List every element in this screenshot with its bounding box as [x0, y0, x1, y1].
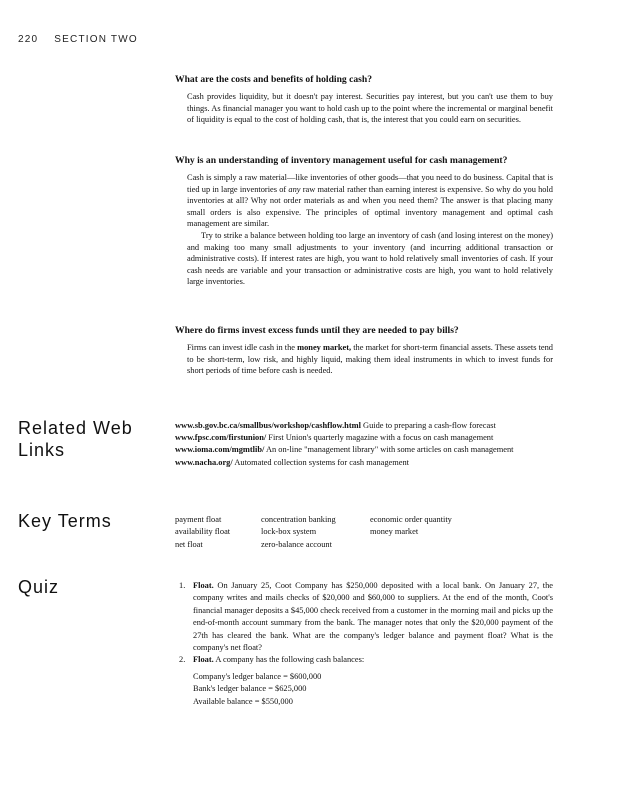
related-links-list	[175, 420, 553, 469]
key-term: zero-balance account	[261, 539, 332, 549]
key-term: availability float	[175, 527, 231, 537]
balance-line: Company's ledger balance = $600,000	[193, 671, 322, 681]
quiz-number: 1.	[179, 581, 186, 590]
quiz-keyword: Float.	[193, 655, 214, 665]
question-heading: Why is an understanding of inventory management useful for cash management?	[175, 155, 508, 166]
answer-text: Cash is simply a raw material—like inventories of other goods—that you need to do business. Capital that is tied up in large inventories of	[187, 173, 553, 194]
answer-text: Firms can invest idle cash in the	[187, 343, 298, 352]
qa-block-holding-cash	[175, 74, 553, 126]
answer-text: raw material rather than earning interest is expensive. So why do you hold inventories at all? Why not order materials as and when you need them? The answer is that placing many small orders is also expensive. The principles of optimal inventory management and optimal cash management are similar.	[187, 184, 553, 229]
quiz-item	[175, 654, 553, 666]
key-term: lock-box system	[261, 527, 317, 537]
section-title: SECTION TWO	[54, 34, 138, 45]
question-heading: What are the costs and benefits of holding cash?	[175, 74, 373, 85]
bold-term: money market,	[297, 343, 352, 352]
terms-column	[261, 514, 336, 551]
quiz-item	[175, 580, 553, 654]
key-term: money market	[370, 527, 419, 537]
quiz-list	[175, 580, 553, 708]
balance-line: Bank's ledger balance = $625,000	[193, 684, 307, 694]
qa-block-inventory	[175, 155, 553, 288]
answer-paragraph-2: Try to strike a balance between holding too large an inventory of cash (and losing interest on the money) and making too many small adjustments to your inventory (and incurring additional transaction or administrative costs). If interest rates are high, you want to hold relatively small inventories of cash. If your cash needs are variable and your transaction or administrative costs are high, you want to hold relatively large inventories.	[187, 230, 553, 287]
link-description: An on-line "management library" with some articles on cash management	[265, 445, 514, 455]
key-terms-label: Key Terms	[18, 511, 112, 531]
link-description: First Union's quarterly magazine with a focus on cash management	[268, 433, 494, 443]
question-heading: Where do firms invest excess funds until they are needed to pay bills?	[175, 325, 459, 336]
link-entry	[175, 432, 553, 444]
answer-paragraph: Cash provides liquidity, but it doesn't pay interest. Securities pay interest, but you can't use them to buy things. As financial manager you want to hold cash up to the point where the incremental or marginal benefit of liquidity is equal to the cost of holding cash, that is, the interest that you could earn on securities.	[187, 92, 553, 125]
running-head	[18, 34, 138, 45]
answer-paragraph	[187, 172, 553, 288]
terms-column	[175, 514, 230, 551]
link-entry	[175, 457, 553, 469]
quiz-text: A company has the following cash balances:	[215, 655, 365, 665]
link-url[interactable]: www.ioma.com/mgmtlib/	[175, 445, 265, 455]
link-description: Automated collection systems for cash management	[234, 457, 410, 467]
related-links-label: Related Web Links	[18, 418, 133, 460]
balance-list	[193, 671, 553, 708]
balance-line: Available balance = $550,000	[193, 696, 293, 706]
link-url[interactable]: www.sb.gov.bc.ca/smallbus/workshop/cashflow.html	[175, 421, 361, 430]
link-description: Guide to preparing a cash-flow forecast	[363, 421, 496, 430]
answer-paragraph	[187, 342, 553, 377]
key-term: economic order quantity	[370, 515, 452, 524]
page-number: 220	[18, 34, 39, 45]
terms-column	[370, 514, 452, 539]
link-url[interactable]: www.nacha.org/	[175, 457, 233, 467]
answer-text: the market for short-term financial assets. These assets tend to be short-term, low risk, and highly liquid, making them ideal instruments in which to invest funds for short periods of time before cash is needed.	[187, 343, 553, 376]
quiz-keyword: Float.	[193, 581, 214, 590]
quiz-label: Quiz	[18, 577, 60, 597]
qa-block-excess-funds	[175, 325, 553, 377]
key-term: concentration banking	[261, 515, 336, 524]
emphasis-text: any	[288, 184, 301, 194]
key-term: net float	[175, 539, 203, 549]
link-entry	[175, 444, 553, 456]
quiz-text: On January 25, Coot Company has $250,000 deposited with a local bank. On January 27, the company writes and mails checks of $20,000 and $60,000 to suppliers. At the end of the month, Coot's financial manager deposits a $45,000 check received from a customer in the morning mail and picks up the end-of-month account summary from the bank. The manager notes that only the $20,000 payment of the 27th has cleared the bank. What are the company's ledger balance and payment float? What is the company's net float?	[193, 581, 554, 653]
quiz-number: 2.	[179, 655, 186, 665]
key-term: payment float	[175, 515, 222, 524]
link-entry	[175, 420, 553, 432]
link-url[interactable]: www.fpsc.com/firstunion/	[175, 433, 267, 443]
